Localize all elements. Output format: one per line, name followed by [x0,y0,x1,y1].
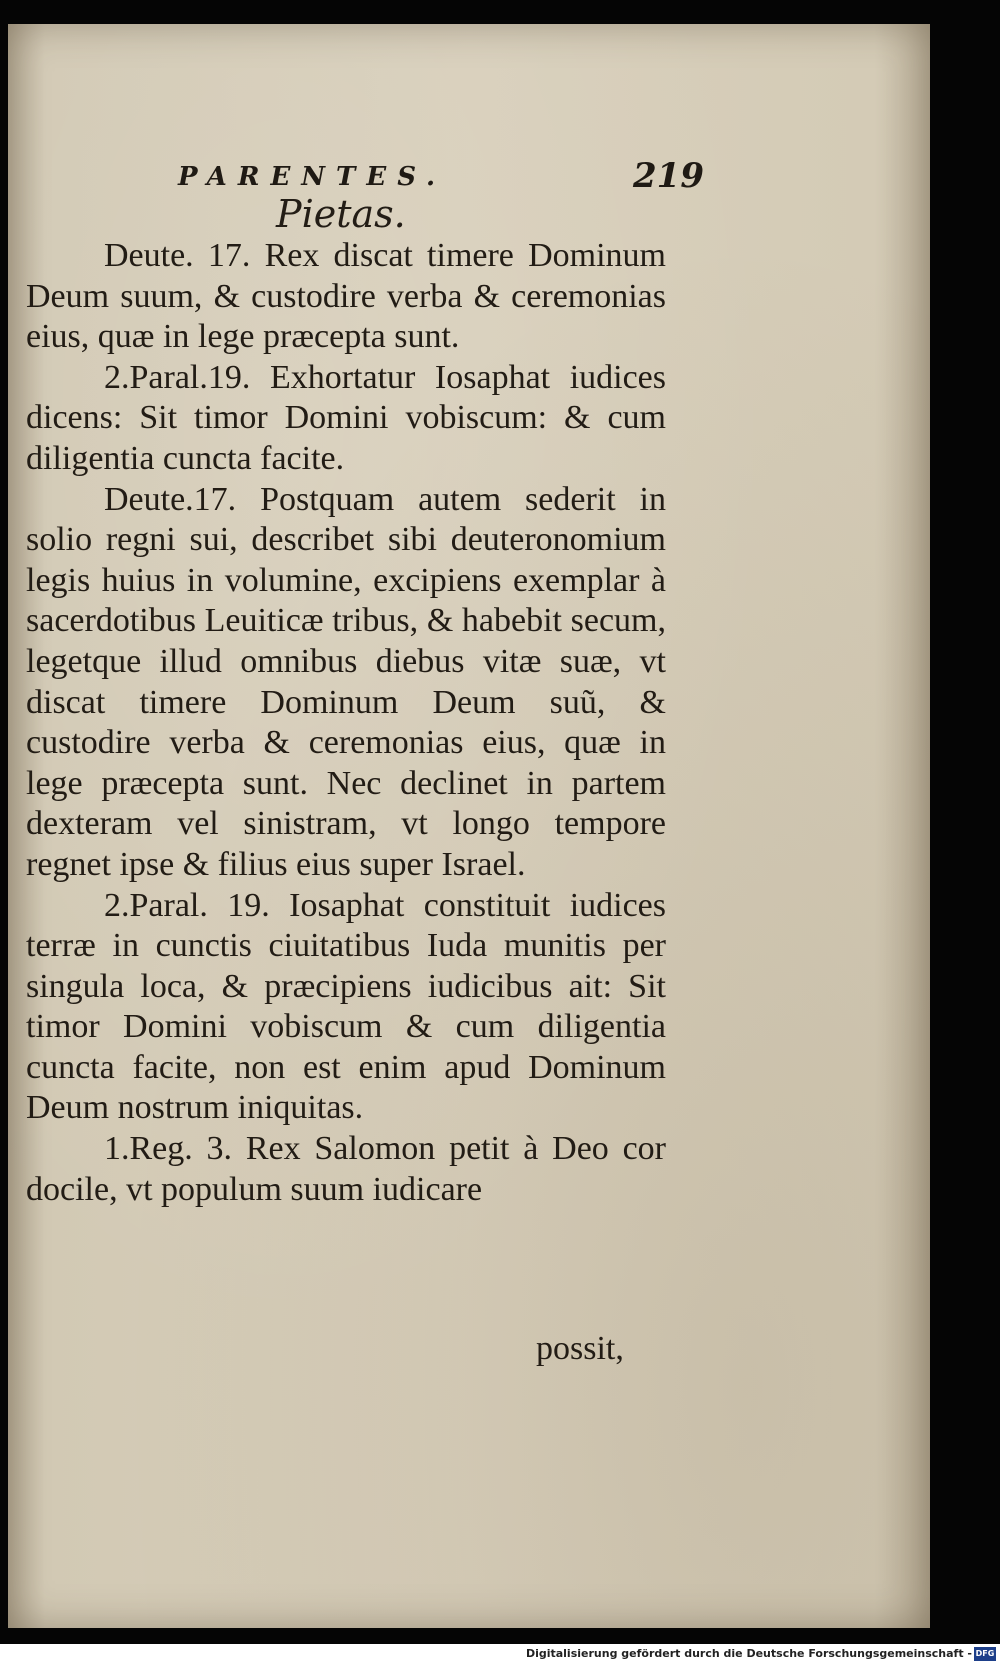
paragraph-deute-17-a: Deute. 17. Rex discat timere Dominum Deum suum, & custodire verba & ceremonias eius, quæ in lege præcepta sunt. [26,237,666,356]
paragraph-reg-3: 1.Reg. 3. Rex Salomon petit à Deo cor docile, vt populum suum iudicare [26,1130,666,1208]
book-page [8,24,930,1628]
dfg-logo: DFG [974,1647,996,1661]
page-number: 219 [633,156,704,196]
paragraph-deute-17-b: Deute.17. Postquam autem sederit in solio regni sui, describet sibi deuteronomium legis huius in volumine, excipiens exemplar à sacerdotibus Leuiticæ tribus, & habebit secum, legetque illud omnibus diebus vitæ suæ, vt discat timere Dominum Deum suũ, & custodire verba & ceremonias eius, quæ in lege præcepta sunt. Nec declinet in partem dexteram vel sinistram, vt longo tempore regnet ipse & filius eius super Israel. [26,480,666,883]
running-head-title: PARENTES. [178,162,447,192]
section-title: Pietas. [276,192,406,236]
footer-bar [0,1644,1000,1665]
body-text [26,236,666,1210]
running-head [8,152,930,202]
catchword: possit, [536,1330,624,1367]
footer-credit: Digitalisierung gefördert durch die Deutsche Forschungsgemeinschaft - [525,1647,972,1660]
paragraph-paral-19-b: 2.Paral. 19. Iosaphat constituit iudices terræ in cunctis ciuitatibus Iuda munitis per singula loca, & præcipiens iudicibus ait: Sit timor Domini vobiscum & cum diligentia cuncta facite, non est enim apud Dominum Deum nostrum iniquitas. [26,886,666,1127]
paragraph-paral-19-a: 2.Paral.19. Exhortatur Iosaphat iudices dicens: Sit timor Domini vobiscum: & cum diligentia cuncta facite. [26,358,666,477]
